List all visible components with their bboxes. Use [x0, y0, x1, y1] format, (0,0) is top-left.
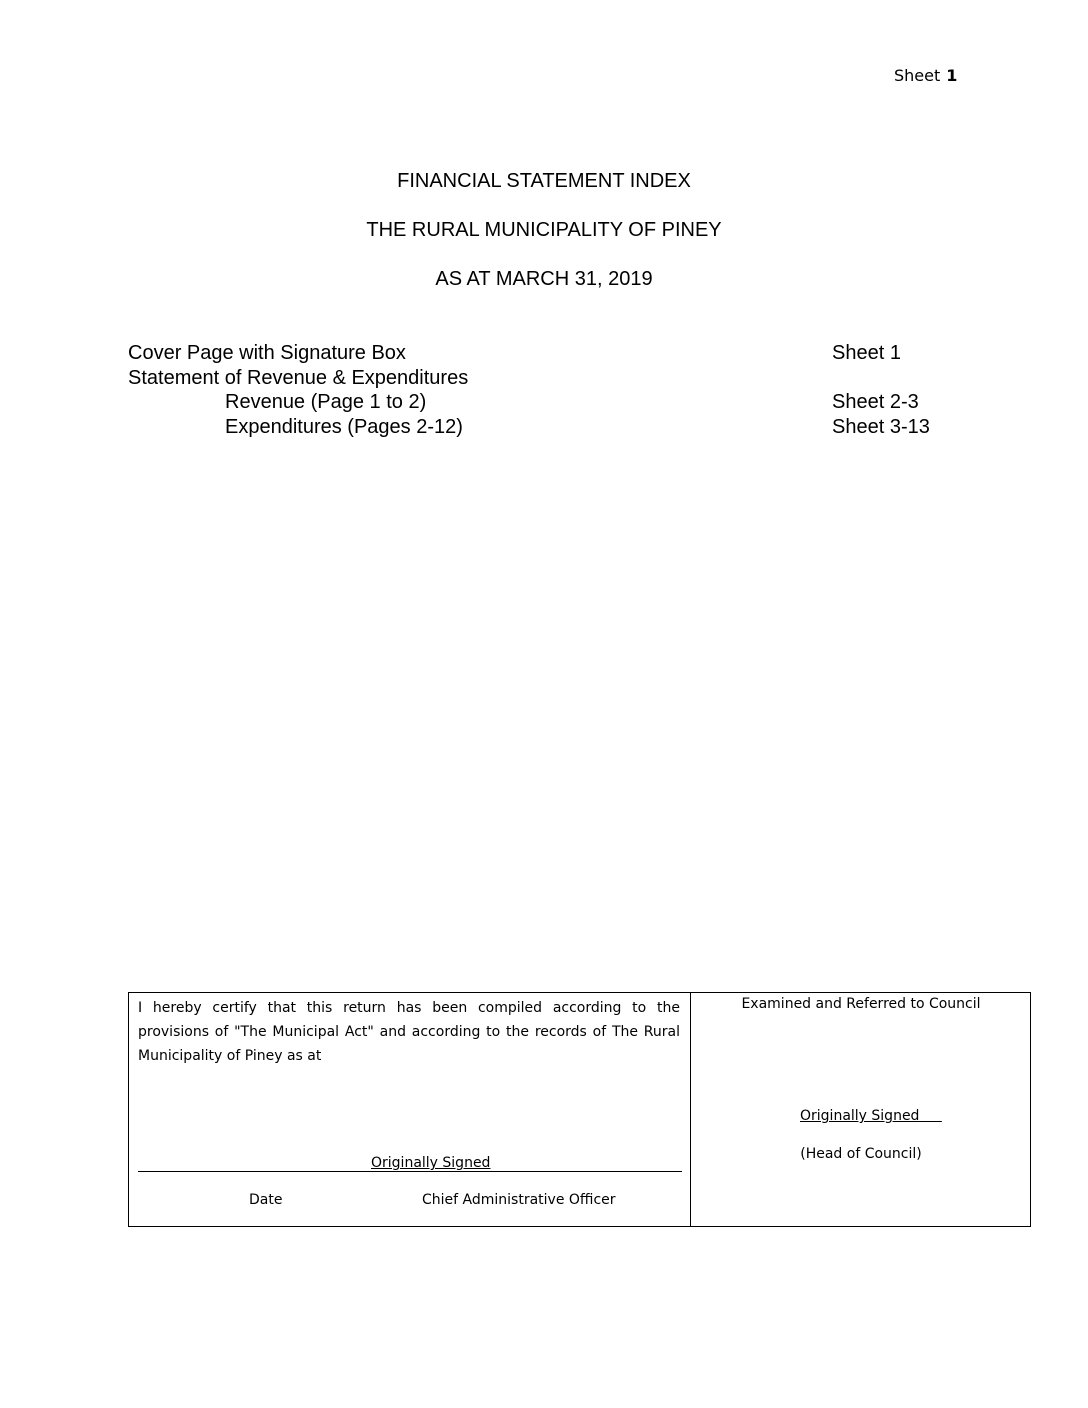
head-of-council-label: (Head of Council): [800, 1146, 922, 1162]
sheet-number: 1: [946, 66, 958, 85]
index-item-revenue-sheet: Sheet 2-3: [832, 391, 919, 413]
municipality-title: THE RURAL MUNICIPALITY OF PINEY: [366, 219, 722, 241]
cao-signed-note: Originally Signed: [371, 1155, 491, 1171]
date-label: Date: [249, 1192, 283, 1208]
sheet-word: Sheet: [894, 66, 941, 85]
council-signed-text: Originally Signed: [800, 1108, 920, 1124]
sheet-number-header: [894, 66, 957, 85]
certification-line-3: Municipality of Piney as at: [138, 1048, 322, 1064]
signature-line: [138, 1171, 682, 1172]
certification-line-1: I hereby certify that this return has been compiled according to the: [138, 1000, 680, 1016]
certification-line-2: provisions of "The Municipal Act" and according to the records of The Rural: [138, 1024, 680, 1040]
index-item-cover-sheet: Sheet 1: [832, 342, 901, 364]
cao-label: Chief Administrative Officer: [422, 1192, 616, 1208]
box-divider: [690, 993, 691, 1226]
signature-box: [128, 992, 1031, 1227]
index-item-expenditures-sheet: Sheet 3-13: [832, 416, 930, 438]
index-item-expenditures-label: Expenditures (Pages 2-12): [225, 416, 463, 438]
council-signed-note: [800, 1108, 942, 1124]
index-item-revenue-label: Revenue (Page 1 to 2): [225, 391, 427, 413]
index-item-cover-label: Cover Page with Signature Box: [128, 342, 406, 364]
index-title: FINANCIAL STATEMENT INDEX: [397, 170, 691, 192]
examined-label: Examined and Referred to Council: [741, 996, 981, 1012]
certification-text: [138, 996, 680, 1068]
date-title: AS AT MARCH 31, 2019: [435, 268, 653, 290]
index-item-statement-label: Statement of Revenue & Expenditures: [128, 367, 469, 389]
